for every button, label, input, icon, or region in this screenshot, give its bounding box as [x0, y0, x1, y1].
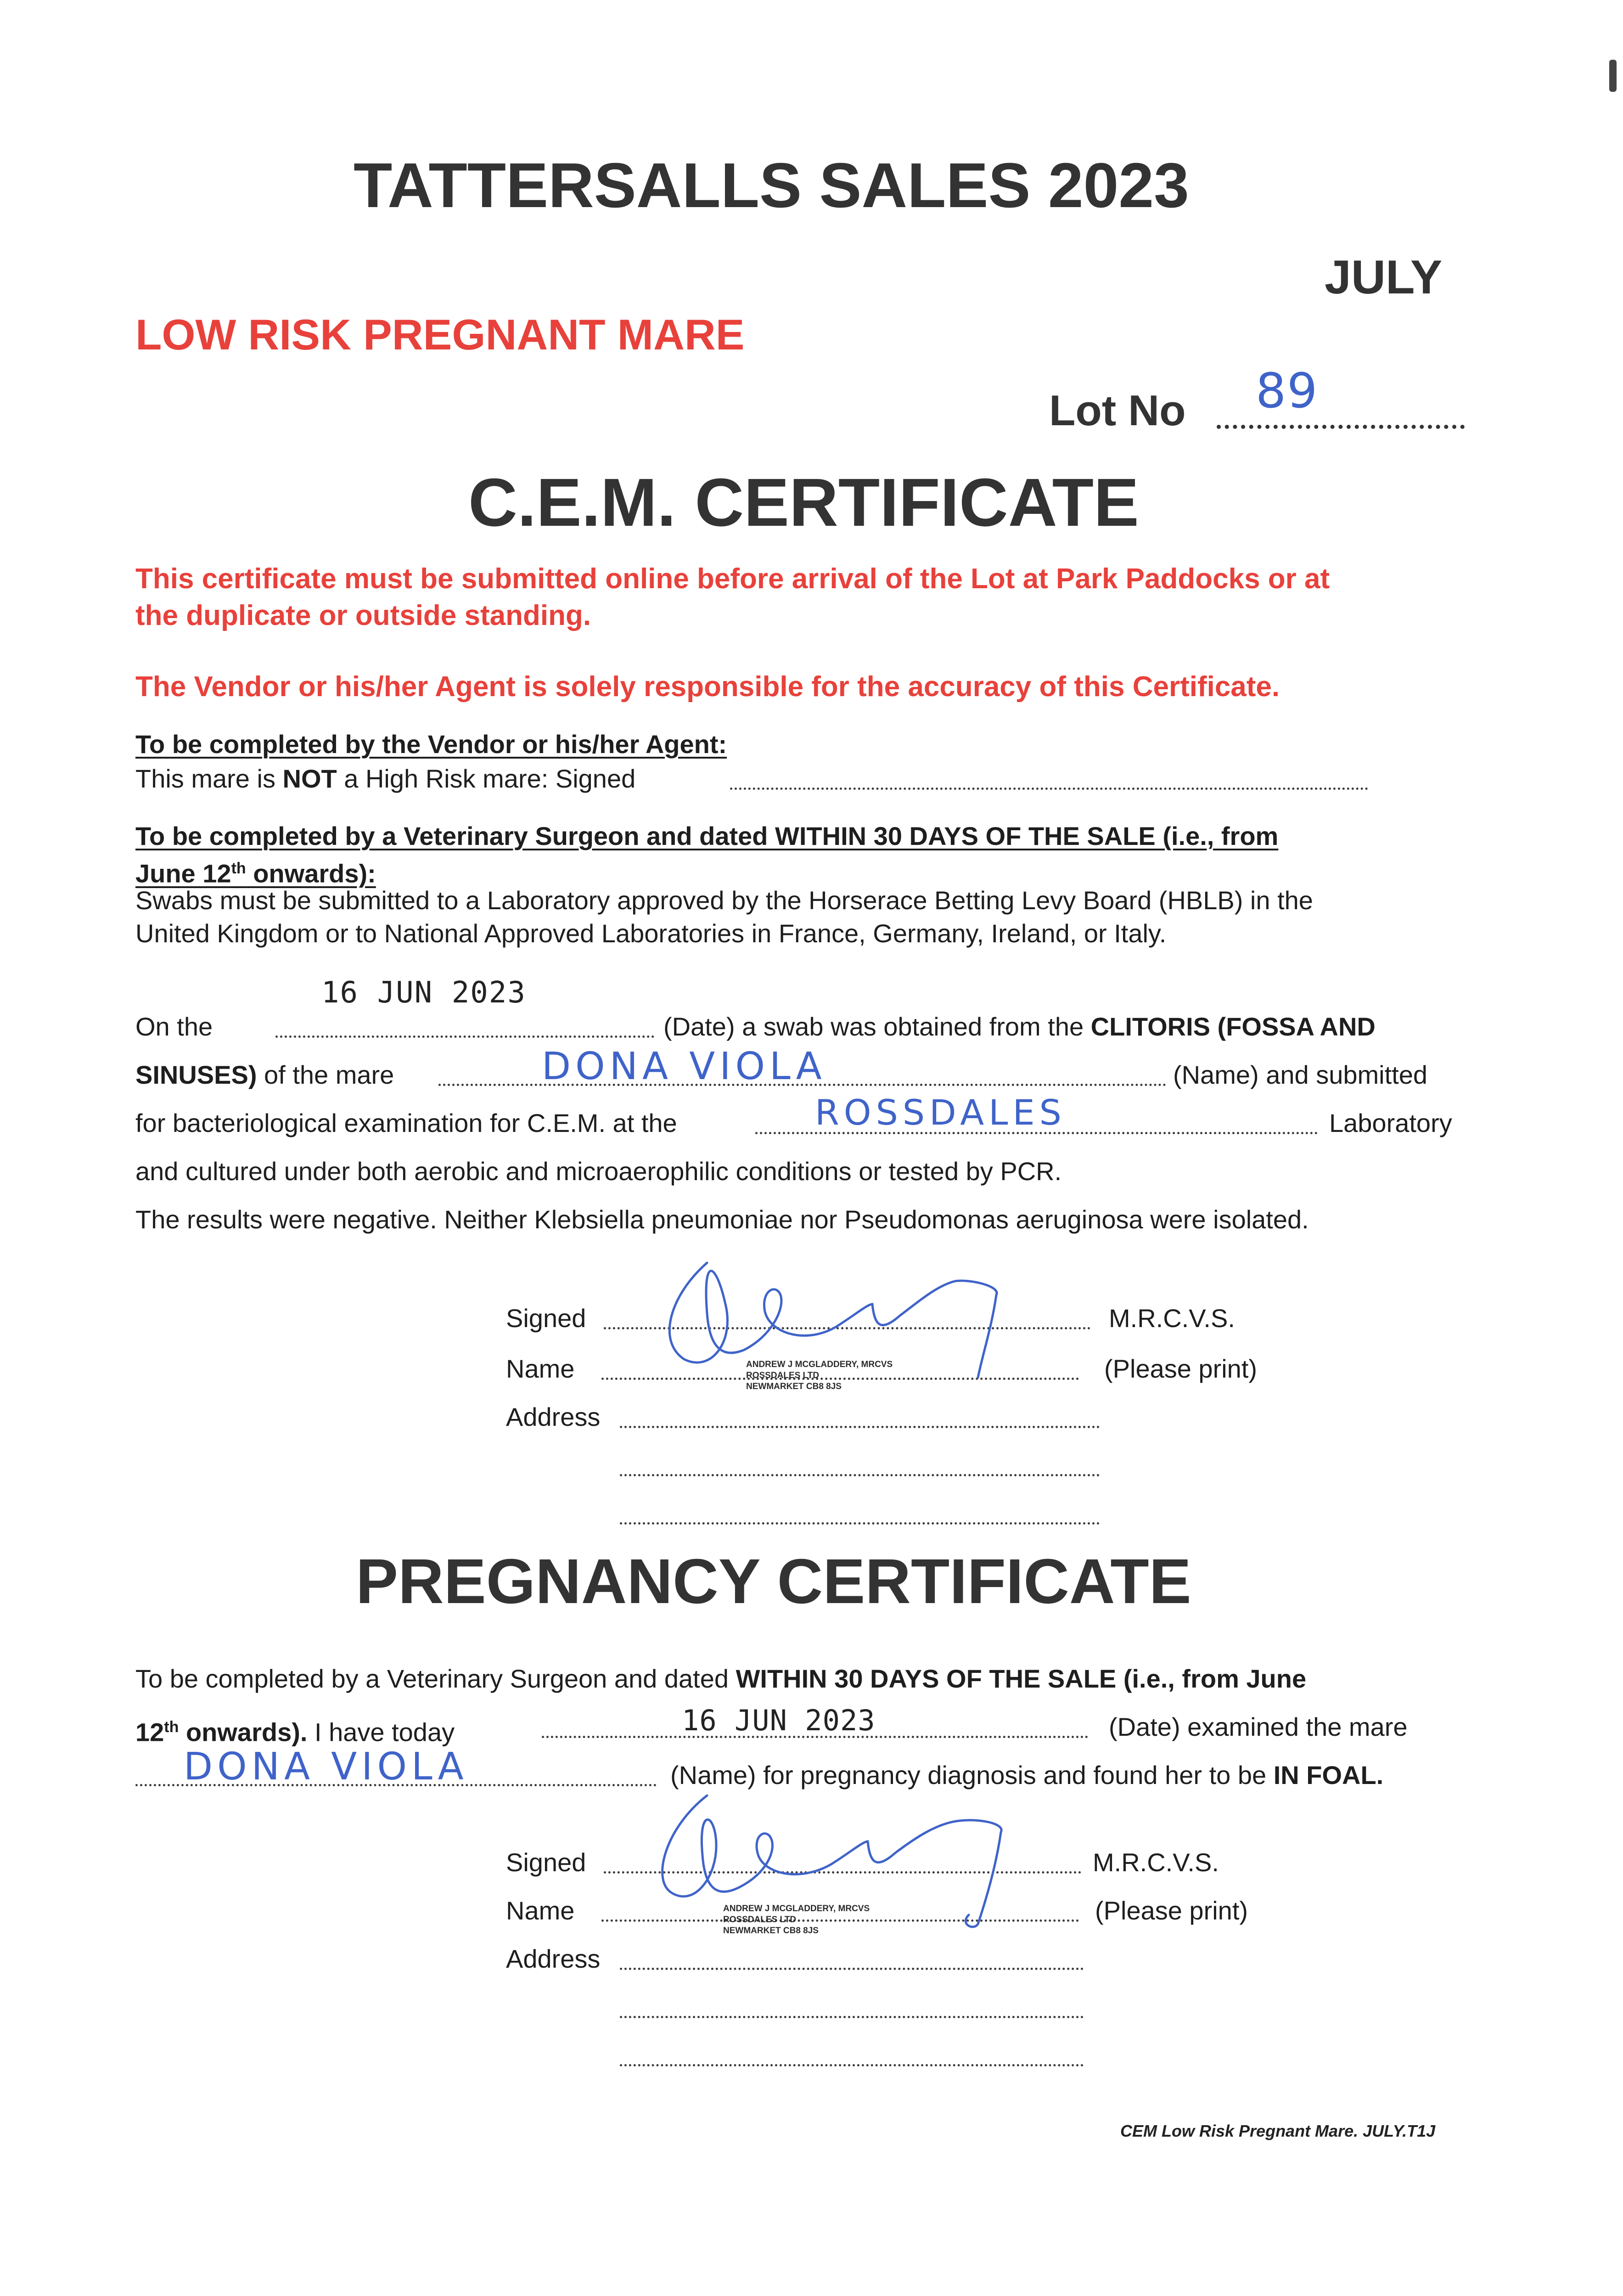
vet-heading-sup: th [231, 860, 246, 877]
pregnancy-stamp-line-3: NEWMARKET CB8 8JS [723, 1926, 819, 1936]
sinuses-text: SINUSES) [135, 1060, 257, 1089]
lot-label: Lot No [1049, 386, 1186, 434]
pregnancy-12: 12 [135, 1717, 164, 1747]
category-label: LOW RISK PREGNANT MARE [135, 310, 745, 359]
results-text: The results were negative. Neither Klebsiella pneumoniae nor Pseudomonas aeruginosa were isolated. [135, 1205, 1309, 1234]
pregnancy-date-stamp: 16 JUN 2023 [682, 1704, 876, 1737]
vendor-line-bold: NOT [282, 764, 337, 793]
cem-notice-line-2: the duplicate or outside standing. [135, 600, 591, 631]
cem-stamp-line-1: ANDREW J MCGLADDERY, MRCVS [746, 1360, 893, 1369]
cem-date-suffix [663, 1010, 1376, 1043]
in-foal-text: IN FOAL. [1273, 1761, 1384, 1790]
cem-address-dotted-line-1 [620, 1426, 1100, 1428]
lab-name-handwritten: ROSSDALES [815, 1092, 1066, 1133]
cem-signature-scribble [652, 1235, 1019, 1387]
cem-name-label: Name [506, 1354, 575, 1383]
cem-date-dotted-line [275, 1035, 654, 1038]
cem-address-label: Address [506, 1402, 601, 1431]
pregnancy-signature-scribble [638, 1777, 1033, 1942]
pregnancy-title: PREGNANCY CERTIFICATE [356, 1546, 1191, 1617]
page-title: TATTERSALLS SALES 2023 [354, 150, 1189, 221]
of-the-mare-text: of the mare [257, 1060, 394, 1089]
vendor-heading: To be completed by the Vendor or his/her Agent: [135, 730, 727, 759]
on-the-label: On the [135, 1012, 213, 1041]
pregnancy-signed-label: Signed [506, 1848, 586, 1877]
vet-heading-line-1: To be completed by a Veterinary Surgeon and dated WITHIN 30 DAYS OF THE SALE (i.e., from [135, 822, 1279, 850]
pregnancy-line-1 [135, 1662, 1306, 1695]
sinuses-line [135, 1058, 394, 1092]
cem-mrcvs-label: M.R.C.V.S. [1109, 1304, 1235, 1333]
pregnancy-address-label: Address [506, 1944, 601, 1973]
cem-signed-label: Signed [506, 1304, 586, 1333]
pregnancy-sup: th [164, 1718, 179, 1736]
cem-address-dotted-line-3 [620, 1522, 1100, 1525]
cem-mare-name-handwritten: DONA VIOLA [542, 1045, 826, 1088]
pregnancy-line-3-pre: (Name) for pregnancy diagnosis and found her to be [670, 1761, 1274, 1790]
vendor-line-pre: This mare is [135, 764, 283, 793]
swab-line-2: United Kingdom or to National Approved Laboratories in France, Germany, Ireland, or Italy. [135, 919, 1167, 948]
pregnancy-line-1-bold: WITHIN 30 DAYS OF THE SALE (i.e., from June [736, 1664, 1307, 1693]
pregnancy-mare-name-handwritten: DONA VIOLA [184, 1745, 468, 1789]
pregnancy-stamp-line-2: ROSSDALES LTD [723, 1915, 797, 1925]
swab-obtained-text: (Date) a swab was obtained from the [663, 1012, 1091, 1041]
pregnancy-address-dotted-line-2 [620, 2016, 1084, 2018]
pregnancy-line-1-pre: To be completed by a Veterinary Surgeon and dated [135, 1664, 736, 1693]
cem-stamp-line-3: NEWMARKET CB8 8JS [746, 1382, 842, 1391]
pregnancy-mrcvs-label: M.R.C.V.S. [1093, 1848, 1219, 1877]
name-submitted-text: (Name) and submitted [1173, 1060, 1428, 1089]
footer-reference: CEM Low Risk Pregnant Mare. JULY.T1J [1120, 2122, 1436, 2140]
cem-notice-line-1: This certificate must be submitted online before arrival of the Lot at Park Paddocks or at [135, 563, 1330, 595]
scan-edge-mark [1609, 60, 1617, 92]
pregnancy-onwards: onwards). [179, 1717, 308, 1747]
cultured-text: and cultured under both aerobic and microaerophilic conditions or tested by PCR. [135, 1157, 1062, 1186]
clitoris-fossa-text: CLITORIS (FOSSA AND [1090, 1012, 1376, 1041]
sale-name: JULY [1325, 251, 1443, 304]
cem-title: C.E.M. CERTIFICATE [468, 465, 1139, 540]
pregnancy-i-have-today: I have today [307, 1717, 455, 1747]
laboratory-text: Laboratory [1329, 1109, 1452, 1137]
cem-address-dotted-line-2 [620, 1474, 1100, 1476]
vendor-signature-line [730, 788, 1368, 790]
bacteriological-text: for bacteriological examination for C.E.M. at the [135, 1109, 677, 1137]
cem-please-print: (Please print) [1104, 1354, 1258, 1383]
pregnancy-address-dotted-line-1 [620, 1968, 1084, 1970]
lot-dotted-line [1217, 425, 1465, 429]
pregnancy-line-2 [135, 1711, 455, 1749]
cem-stamp-line-2: ROSSDALES LTD [746, 1371, 820, 1380]
pregnancy-stamp-line-1: ANDREW J MCGLADDERY, MRCVS [723, 1904, 870, 1913]
pregnancy-address-dotted-line-3 [620, 2064, 1084, 2066]
swab-line-1: Swabs must be submitted to a Laboratory approved by the Horserace Betting Levy Board (HBLB) in the [135, 886, 1313, 915]
cem-date-stamp: 16 JUN 2023 [321, 976, 526, 1010]
pregnancy-line-2-post: (Date) examined the mare [1109, 1712, 1408, 1741]
lot-number-handwritten: 89 [1256, 363, 1319, 419]
vet-heading-june: June 12 [135, 859, 231, 888]
vet-heading-onwards: onwards): [246, 859, 376, 888]
vendor-line-post: a High Risk mare: Signed [337, 764, 636, 793]
cem-notice-line-3: The Vendor or his/her Agent is solely responsible for the accuracy of this Certificate. [135, 671, 1280, 703]
vendor-declaration [135, 762, 635, 795]
pregnancy-name-label: Name [506, 1896, 575, 1925]
pregnancy-please-print: (Please print) [1095, 1896, 1248, 1925]
